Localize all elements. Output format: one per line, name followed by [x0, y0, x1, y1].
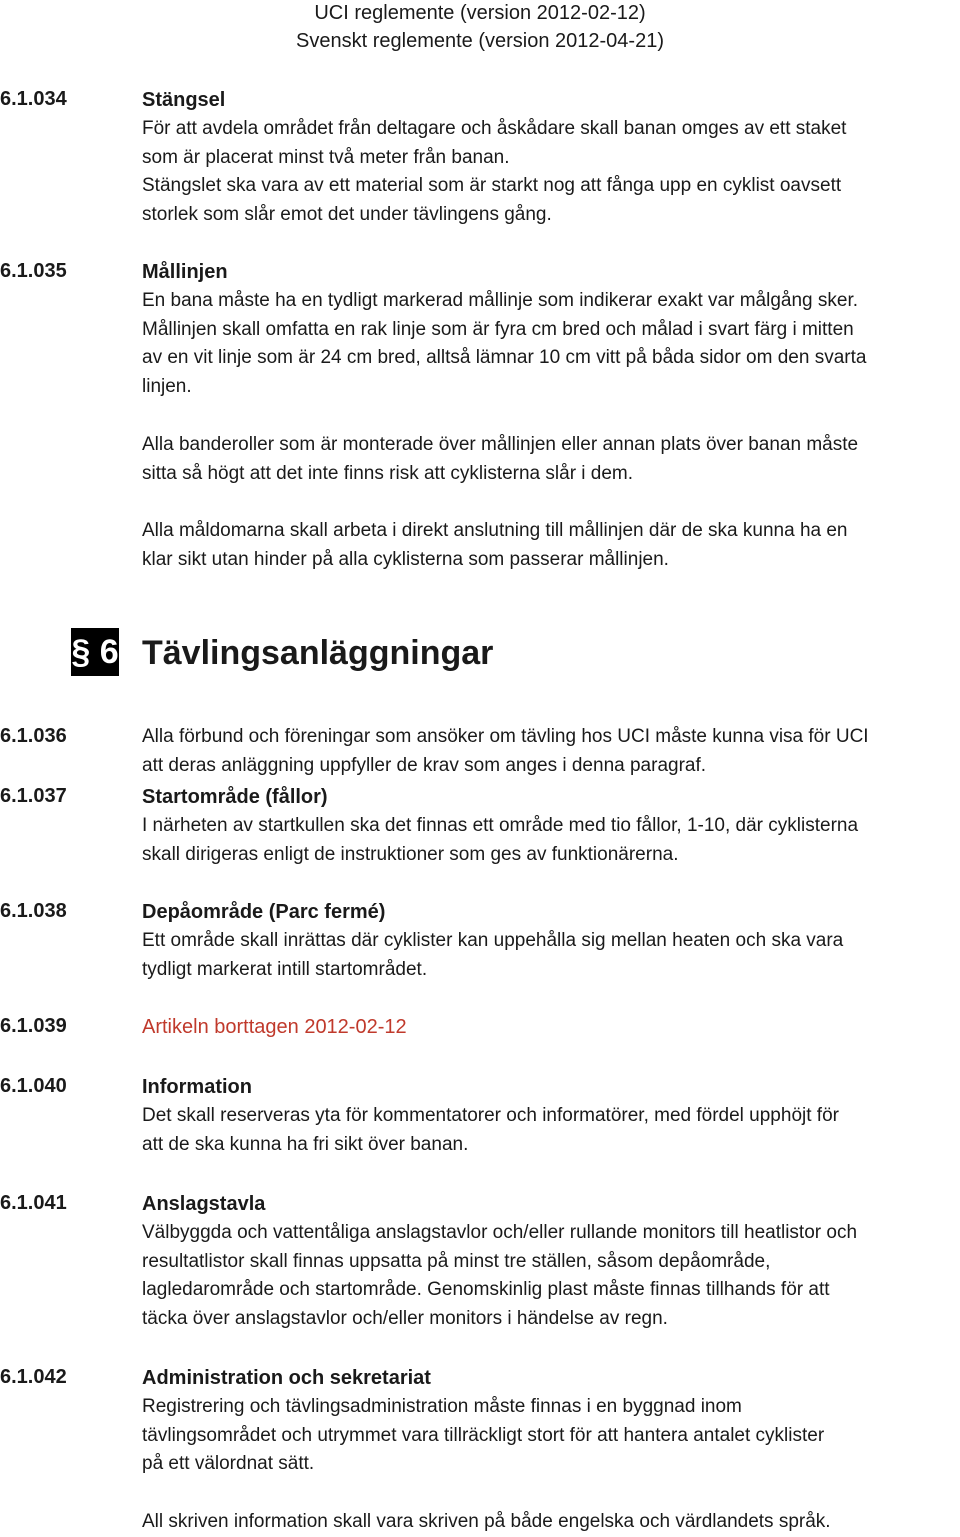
body-text-line: Mållinjen skall omfatta en rak linje som är fyra cm bred och målad i svart färg i mitten [142, 318, 854, 340]
paragraph-gap [142, 488, 960, 517]
body-text-line: resultatlistor skall finnas uppsatta på minst tre ställen, såsom depåområde, [142, 1250, 771, 1272]
body-text-line: av en vit linje som är 24 cm bred, alltså lämnar 10 cm vitt på båda sidor om den svarta [142, 347, 867, 369]
article-body [142, 1364, 960, 1537]
article-body [142, 783, 960, 869]
body-text-line: på ett välordnat sätt. [142, 1453, 315, 1475]
section-number-badge: § 6 [71, 628, 119, 676]
body-text-line: För att avdela området från deltagare och åskådare skall banan omges av ett staket [142, 117, 847, 139]
paragraph-gap [142, 402, 960, 431]
article-body [142, 1190, 960, 1334]
body-text-line: som är placerat minst två meter från banan. [142, 146, 510, 168]
article-number: 6.1.035 [0, 260, 67, 282]
body-text-line: linjen. [142, 376, 192, 398]
article-body [142, 1073, 960, 1159]
header-version-swedish: Svenskt reglemente (version 2012-04-21) [296, 30, 664, 52]
article-body [142, 723, 960, 781]
article-number: 6.1.039 [0, 1015, 67, 1037]
article-number: 6.1.036 [0, 725, 67, 747]
article-body [142, 898, 960, 984]
article-title: Stängsel [142, 89, 226, 111]
body-text-line: Alla förbund och föreningar som ansöker om tävling hos UCI måste kunna visa för UCI [142, 726, 869, 747]
body-text-line: lagledarområde och startområde. Genomskinlig plast måste finnas tillhands för att [142, 1279, 830, 1301]
body-text-line: tävlingsområdet och utrymmet vara tillräckligt stort för att hantera antalet cyklister [142, 1424, 825, 1446]
body-text-line: Alla banderoller som är monterade över mållinjen eller annan plats över banan måste [142, 433, 859, 455]
article-title: Anslagstavla [142, 1193, 266, 1215]
body-text-line: I närheten av startkullen ska det finnas ett område med tio fållor, 1-10, där cyklisterna [142, 814, 859, 836]
body-text-line: Det skall reserveras yta för kommentatorer och informatörer, med fördel upphöjt för [142, 1104, 839, 1126]
header-version-uci: UCI reglemente (version 2012-02-12) [314, 2, 646, 24]
body-text-line: Alla måldomarna skall arbeta i direkt anslutning till mållinjen där de ska kunna ha en [142, 520, 848, 542]
body-text-line: Ett område skall inrättas där cyklister kan uppehålla sig mellan heaten och ska vara [142, 929, 844, 951]
body-text-line: Stängslet ska vara av ett material som är starkt nog att fånga upp en cyklist oavsett [142, 175, 842, 197]
article-number: 6.1.037 [0, 785, 67, 807]
article-number: 6.1.042 [0, 1366, 67, 1388]
body-text-line: klar sikt utan hinder på alla cyklisterna som passerar mållinjen. [142, 548, 669, 570]
body-text-line: sitta så högt att det inte finns risk att cyklisterna slår i dem. [142, 462, 634, 484]
article-number: 6.1.040 [0, 1075, 67, 1097]
body-text-line: En bana måste ha en tydligt markerad mållinje som indikerar exakt var målgång sker. [142, 289, 859, 311]
article-body [142, 258, 960, 575]
article-number: 6.1.038 [0, 900, 67, 922]
body-text-line: Välbyggda och vattentåliga anslagstavlor och/eller rullande monitors till heatlistor och [142, 1221, 858, 1243]
body-text-line: att deras anläggning uppfyller de krav som anges i denna paragraf. [142, 754, 707, 776]
article-removed-notice: Artikeln borttagen 2012-02-12 [142, 1016, 407, 1038]
body-text-line: täcka över anslagstavlor och/eller monitors i händelse av regn. [142, 1308, 668, 1330]
body-text-line: tydligt markerat intill startområdet. [142, 958, 428, 980]
body-text-line: skall dirigeras enligt de instruktioner som ges av funktionärerna. [142, 843, 679, 865]
article-title: Information [142, 1076, 252, 1098]
article-body [142, 1013, 960, 1042]
article-title: Startområde (fållor) [142, 786, 328, 808]
article-number: 6.1.041 [0, 1192, 67, 1214]
body-text-line: att de ska kunna ha fri sikt över banan. [142, 1133, 469, 1155]
body-text-line: Registrering och tävlingsadministration måste finnas i en byggnad inom [142, 1395, 742, 1417]
article-title: Mållinjen [142, 261, 228, 283]
section-title: Tävlingsanläggningar [142, 634, 494, 672]
article-title: Depåområde (Parc fermé) [142, 901, 386, 923]
article-body [142, 86, 960, 230]
body-text-line: storlek som slår emot det under tävlingens gång. [142, 204, 552, 226]
paragraph-gap [142, 1479, 960, 1508]
article-number: 6.1.034 [0, 88, 67, 110]
body-text-line: All skriven information skall vara skriven på både engelska och värdlandets språk. [142, 1510, 831, 1532]
article-title: Administration och sekretariat [142, 1367, 431, 1389]
